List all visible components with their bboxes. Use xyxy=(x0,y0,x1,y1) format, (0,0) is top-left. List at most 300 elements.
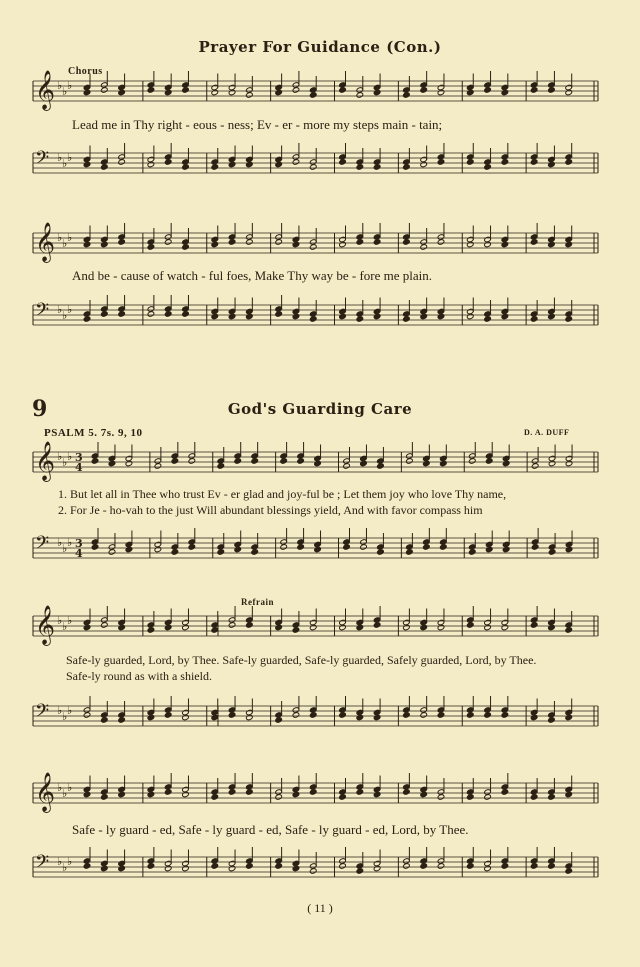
note-head xyxy=(548,717,556,723)
note-head xyxy=(211,863,219,869)
flat-icon: ♭ xyxy=(62,710,68,723)
note-head xyxy=(356,868,364,874)
note-head xyxy=(234,458,242,464)
hymn-8-title: Prayer For Guidance (Con.) xyxy=(198,38,442,56)
flat-icon: ♭ xyxy=(57,536,63,549)
note-head xyxy=(101,717,109,723)
note-head xyxy=(501,789,509,795)
note-head xyxy=(182,865,190,871)
note-head xyxy=(548,549,556,555)
note-head xyxy=(565,714,573,720)
note-head xyxy=(292,241,300,247)
note-head xyxy=(440,460,448,466)
note-head xyxy=(309,868,317,874)
flat-icon: ♭ xyxy=(57,855,63,868)
note-head xyxy=(147,87,155,93)
note-head xyxy=(484,87,492,93)
note-head xyxy=(501,159,509,165)
note-head xyxy=(147,714,155,720)
note-head xyxy=(530,239,538,245)
note-head xyxy=(403,164,411,170)
note-head xyxy=(83,316,91,322)
note-head xyxy=(420,863,428,869)
note-head xyxy=(501,624,509,630)
system-2-treble xyxy=(0,222,640,262)
note-head xyxy=(420,791,428,797)
note-head xyxy=(118,89,126,95)
note-head xyxy=(101,241,109,247)
note-head xyxy=(280,458,288,464)
flat-icon: ♭ xyxy=(57,450,63,463)
note-head xyxy=(484,865,492,871)
note-head xyxy=(280,544,288,550)
time-signature: 4 xyxy=(75,547,83,560)
note-head xyxy=(406,458,414,464)
note-head xyxy=(147,244,155,250)
note-head xyxy=(403,239,411,245)
note-head xyxy=(251,458,259,464)
note-head xyxy=(420,624,428,630)
note-head xyxy=(501,241,509,247)
note-head xyxy=(484,316,492,322)
note-head xyxy=(147,863,155,869)
note-head xyxy=(437,313,445,319)
refrain-lyrics-line-2: Safe - ly guard - ed, Safe - ly guard - ed, Safe - ly guard - ed, Lord, by Thee. xyxy=(72,822,469,837)
note-head xyxy=(83,791,91,797)
note-head xyxy=(154,463,162,469)
note-head xyxy=(108,460,116,466)
flat-icon: ♭ xyxy=(67,781,73,794)
note-head xyxy=(292,791,300,797)
flat-icon: ♭ xyxy=(62,237,68,250)
system-1-bass xyxy=(0,148,640,178)
note-head xyxy=(406,549,414,555)
note-head xyxy=(440,544,448,550)
flat-icon: ♭ xyxy=(67,151,73,164)
note-head xyxy=(423,460,431,466)
note-head xyxy=(246,92,254,98)
note-head xyxy=(501,863,509,869)
note-head xyxy=(548,624,556,630)
system-4-bass xyxy=(0,701,640,731)
note-head xyxy=(164,159,172,165)
note-head xyxy=(565,868,573,874)
note-head xyxy=(548,241,556,247)
note-head xyxy=(356,789,364,795)
note-head xyxy=(211,164,219,170)
note-head xyxy=(246,161,254,167)
note-head xyxy=(502,460,510,466)
note-head xyxy=(188,544,196,550)
note-head xyxy=(182,791,190,797)
note-head xyxy=(309,316,317,322)
bass-clef-icon: 𝄢 xyxy=(35,300,50,325)
note-head xyxy=(309,789,317,795)
note-head xyxy=(246,714,254,720)
note-head xyxy=(275,794,283,800)
note-head xyxy=(154,546,162,552)
treble-clef-icon: 𝄞 xyxy=(35,772,56,812)
flat-icon: ♭ xyxy=(67,855,73,868)
note-head xyxy=(309,244,317,250)
note-head xyxy=(83,712,91,718)
note-head xyxy=(437,794,445,800)
note-head xyxy=(211,627,219,633)
note-head xyxy=(164,89,172,95)
note-head xyxy=(484,164,492,170)
note-head xyxy=(484,624,492,630)
note-head xyxy=(403,316,411,322)
note-head xyxy=(292,159,300,165)
note-head xyxy=(147,627,155,633)
note-head xyxy=(339,159,347,165)
note-head xyxy=(91,544,99,550)
note-head xyxy=(437,89,445,95)
system-5-bass xyxy=(0,852,640,882)
note-head xyxy=(501,313,509,319)
note-head xyxy=(314,546,322,552)
note-head xyxy=(147,791,155,797)
note-head xyxy=(211,241,219,247)
note-head xyxy=(228,622,236,628)
note-head xyxy=(101,794,109,800)
note-head xyxy=(373,714,381,720)
note-head xyxy=(292,865,300,871)
note-head xyxy=(373,164,381,170)
note-head xyxy=(548,87,556,93)
note-head xyxy=(83,863,91,869)
note-head xyxy=(356,239,364,245)
treble-clef-icon: 𝄞 xyxy=(35,441,56,481)
note-head xyxy=(437,712,445,718)
note-head xyxy=(147,311,155,317)
note-head xyxy=(565,316,573,322)
note-head xyxy=(101,622,109,628)
flat-icon: ♭ xyxy=(57,704,63,717)
note-head xyxy=(373,89,381,95)
chorus-label: Chorus xyxy=(68,66,103,77)
flat-icon: ♭ xyxy=(67,303,73,316)
note-head xyxy=(246,622,254,628)
note-head xyxy=(565,460,573,466)
note-head xyxy=(275,161,283,167)
note-head xyxy=(437,239,445,245)
flat-icon: ♭ xyxy=(67,536,73,549)
note-head xyxy=(171,458,179,464)
note-head xyxy=(309,624,317,630)
flat-icon: ♭ xyxy=(62,620,68,633)
note-head xyxy=(530,622,538,628)
note-head xyxy=(466,89,474,95)
meter-label: PSALM 5. 7s. 9, 10 xyxy=(44,427,143,439)
flat-icon: ♭ xyxy=(62,456,68,469)
note-head xyxy=(275,239,283,245)
note-head xyxy=(118,159,126,165)
note-head xyxy=(466,863,474,869)
note-head xyxy=(309,92,317,98)
note-head xyxy=(548,313,556,319)
note-head xyxy=(501,712,509,718)
note-head xyxy=(188,458,196,464)
note-head xyxy=(275,717,283,723)
system-2-bass xyxy=(0,300,640,330)
note-head xyxy=(530,714,538,720)
treble-clef-icon: 𝄞 xyxy=(35,605,56,645)
note-head xyxy=(171,549,179,555)
note-head xyxy=(531,544,539,550)
flat-icon: ♭ xyxy=(57,151,63,164)
note-head xyxy=(373,622,381,628)
note-head xyxy=(217,549,225,555)
bass-clef-icon: 𝄢 xyxy=(35,533,50,558)
note-head xyxy=(125,546,133,552)
note-head xyxy=(211,794,219,800)
note-head xyxy=(339,241,347,247)
note-head xyxy=(466,712,474,718)
flat-icon: ♭ xyxy=(57,614,63,627)
note-head xyxy=(403,712,411,718)
note-head xyxy=(164,712,172,718)
note-head xyxy=(530,159,538,165)
note-head xyxy=(501,89,509,95)
bass-clef-icon: 𝄢 xyxy=(35,148,50,173)
note-head xyxy=(91,458,99,464)
time-signature: 3 xyxy=(75,451,83,464)
note-head xyxy=(403,863,411,869)
note-head xyxy=(468,458,476,464)
note-head xyxy=(101,865,109,871)
note-head xyxy=(373,239,381,245)
note-head xyxy=(297,544,305,550)
verse-2-lyrics: 2. For Je - ho-vah to the just Will abundant blessings yield, And with favor compass him xyxy=(58,503,483,517)
note-head xyxy=(211,313,219,319)
note-head xyxy=(548,794,556,800)
refrain-lyrics-line-1b: Safe-ly round as with a shield. xyxy=(66,669,212,683)
note-head xyxy=(377,463,385,469)
flat-icon: ♭ xyxy=(57,231,63,244)
note-head xyxy=(246,313,254,319)
note-head xyxy=(565,159,573,165)
flat-icon: ♭ xyxy=(62,85,68,98)
note-head xyxy=(548,460,556,466)
flat-icon: ♭ xyxy=(67,231,73,244)
note-head xyxy=(531,463,539,469)
note-head xyxy=(228,161,236,167)
note-head xyxy=(565,241,573,247)
note-head xyxy=(565,89,573,95)
system-5-treble xyxy=(0,772,640,812)
note-head xyxy=(182,624,190,630)
verse-1-lyrics: 1. But let all in Thee who trust Ev - er glad and joy-ful be ; Let them joy who love Thy name, xyxy=(58,487,507,501)
system-4-treble xyxy=(0,605,640,645)
flat-icon: ♭ xyxy=(62,542,68,555)
note-head xyxy=(420,313,428,319)
note-head xyxy=(251,549,259,555)
flat-icon: ♭ xyxy=(62,157,68,170)
flat-icon: ♭ xyxy=(57,79,63,92)
note-head xyxy=(182,244,190,250)
system-3-bass xyxy=(0,533,640,563)
note-head xyxy=(548,863,556,869)
page-number: ( 11 ) xyxy=(307,901,333,915)
note-head xyxy=(118,717,126,723)
note-head xyxy=(377,549,385,555)
note-head xyxy=(360,460,368,466)
note-head xyxy=(164,239,172,245)
note-head xyxy=(83,89,91,95)
note-head xyxy=(275,311,283,317)
flat-icon: ♭ xyxy=(62,787,68,800)
flat-icon: ♭ xyxy=(57,781,63,794)
note-head xyxy=(101,311,109,317)
note-head xyxy=(108,549,116,555)
note-head xyxy=(466,622,474,628)
note-head xyxy=(565,546,573,552)
note-head xyxy=(466,241,474,247)
note-head xyxy=(292,313,300,319)
note-head xyxy=(101,164,109,170)
note-head xyxy=(403,789,411,795)
note-head xyxy=(530,316,538,322)
note-head xyxy=(502,546,510,552)
note-head xyxy=(420,244,428,250)
note-head xyxy=(420,87,428,93)
treble-clef-icon: 𝄞 xyxy=(35,222,56,262)
note-head xyxy=(356,714,364,720)
note-head xyxy=(164,865,172,871)
refrain-label: Refrain xyxy=(241,597,274,607)
note-head xyxy=(228,89,236,95)
note-head xyxy=(530,863,538,869)
note-head xyxy=(118,239,126,245)
note-head xyxy=(118,624,126,630)
note-head xyxy=(292,87,300,93)
refrain-lyrics-line-1: Safe-ly guarded, Lord, by Thee. Safe-ly guarded, Safe-ly guarded, Safely guarded, Lord, by Thee. xyxy=(66,653,537,667)
note-head xyxy=(420,712,428,718)
flat-icon: ♭ xyxy=(67,614,73,627)
note-head xyxy=(211,714,219,720)
note-head xyxy=(530,794,538,800)
note-head xyxy=(339,863,347,869)
note-head xyxy=(360,544,368,550)
note-head xyxy=(147,161,155,167)
note-head xyxy=(530,87,538,93)
note-head xyxy=(309,712,317,718)
note-head xyxy=(314,460,322,466)
note-head xyxy=(297,458,305,464)
composer-label: D. A. DUFF xyxy=(524,428,570,437)
note-head xyxy=(356,92,364,98)
note-head xyxy=(228,789,236,795)
note-head xyxy=(356,316,364,322)
note-head xyxy=(373,791,381,797)
treble-clef-icon: 𝄞 xyxy=(35,70,56,110)
note-head xyxy=(118,311,126,317)
flat-icon: ♭ xyxy=(57,303,63,316)
note-head xyxy=(118,865,126,871)
note-head xyxy=(246,239,254,245)
note-head xyxy=(484,241,492,247)
flat-icon: ♭ xyxy=(67,79,73,92)
note-head xyxy=(83,241,91,247)
note-head xyxy=(437,159,445,165)
note-head xyxy=(403,624,411,630)
flat-icon: ♭ xyxy=(62,309,68,322)
note-head xyxy=(373,313,381,319)
note-head xyxy=(292,627,300,633)
note-head xyxy=(228,313,236,319)
system-3-treble xyxy=(0,441,640,481)
note-head xyxy=(423,544,431,550)
note-head xyxy=(420,161,428,167)
note-head xyxy=(466,313,474,319)
note-head xyxy=(101,87,109,93)
note-head xyxy=(182,164,190,170)
note-head xyxy=(275,89,283,95)
note-head xyxy=(339,313,347,319)
note-head xyxy=(83,161,91,167)
note-head xyxy=(356,164,364,170)
note-head xyxy=(373,865,381,871)
flat-icon: ♭ xyxy=(67,704,73,717)
note-head xyxy=(468,549,476,555)
note-head xyxy=(437,624,445,630)
note-head xyxy=(246,863,254,869)
note-head xyxy=(309,164,317,170)
note-head xyxy=(484,712,492,718)
note-head xyxy=(437,863,445,869)
note-head xyxy=(182,714,190,720)
note-head xyxy=(485,546,493,552)
note-head xyxy=(182,311,190,317)
note-head xyxy=(339,712,347,718)
note-head xyxy=(164,789,172,795)
note-head xyxy=(182,87,190,93)
flat-icon: ♭ xyxy=(62,861,68,874)
note-head xyxy=(548,161,556,167)
note-head xyxy=(484,794,492,800)
note-head xyxy=(228,239,236,245)
note-head xyxy=(565,791,573,797)
note-head xyxy=(125,460,133,466)
note-head xyxy=(275,624,283,630)
note-head xyxy=(339,87,347,93)
time-signature: 3 xyxy=(75,537,83,550)
note-head xyxy=(211,89,219,95)
note-head xyxy=(246,789,254,795)
bass-clef-icon: 𝄢 xyxy=(35,701,50,726)
note-head xyxy=(339,794,347,800)
note-head xyxy=(118,791,126,797)
note-head xyxy=(343,544,351,550)
chorus-lyrics-line-2: And be - cause of watch - ful foes, Make Thy way be - fore me plain. xyxy=(72,268,433,283)
note-head xyxy=(356,624,364,630)
note-head xyxy=(228,865,236,871)
note-head xyxy=(234,546,242,552)
note-head xyxy=(292,712,300,718)
time-signature: 4 xyxy=(75,461,83,474)
note-head xyxy=(466,159,474,165)
hymn-number: 9 xyxy=(32,396,48,422)
bass-clef-icon: 𝄢 xyxy=(35,852,50,877)
note-head xyxy=(343,463,351,469)
note-head xyxy=(217,463,225,469)
note-head xyxy=(275,863,283,869)
note-head xyxy=(485,458,493,464)
chorus-lyrics-line-1: Lead me in Thy right - eous - ness; Ev - er - more my steps main - tain; xyxy=(72,117,443,132)
note-head xyxy=(83,624,91,630)
note-head xyxy=(339,624,347,630)
